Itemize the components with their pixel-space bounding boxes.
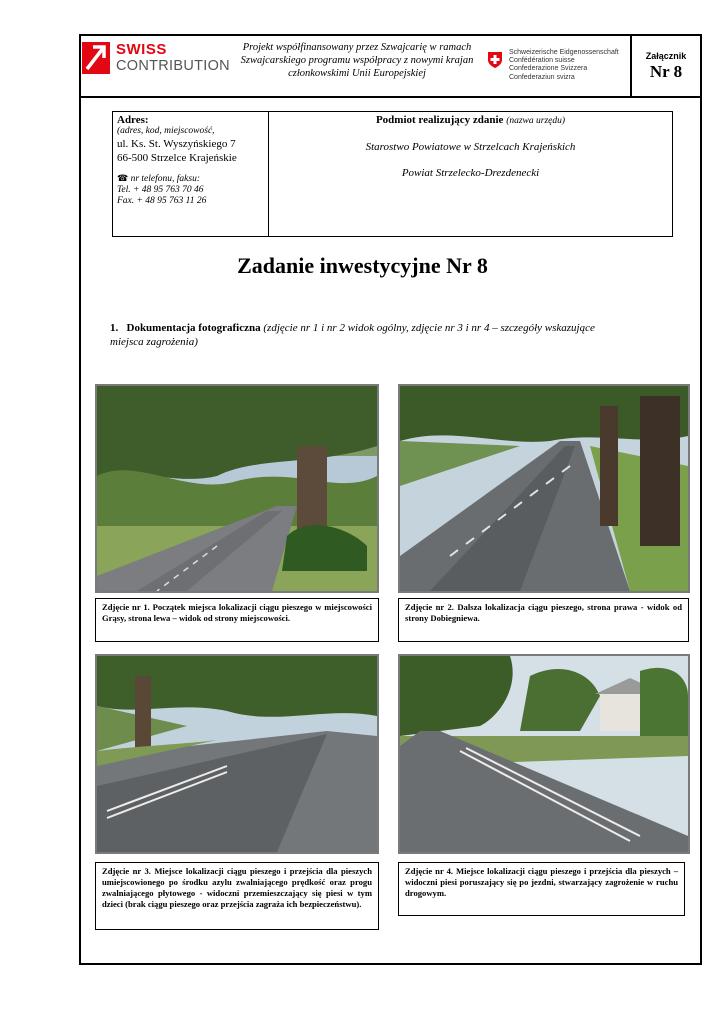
annex-number: Nr 8	[649, 62, 683, 81]
section-number: 1.	[110, 322, 119, 334]
confed-line: Confederazione Svizzera	[509, 65, 588, 73]
swiss-crest-icon	[487, 51, 503, 69]
entity-cell	[269, 112, 672, 236]
swiss-contribution-logo	[82, 41, 230, 78]
entity-label: Podmiot realizujący zdanie	[375, 114, 504, 126]
address-tel: Tel. + 48 95 763 70 46	[117, 185, 204, 195]
section-description: (zdjęcie nr 1 i nr 2 widok ogólny, zdjęcie nr 3 i nr 4 – szczegóły wskazujące miejsca zagrożenia)	[110, 322, 595, 348]
annex-label: Załącznik	[645, 51, 687, 61]
logo-text-swiss: SWISS	[116, 41, 167, 58]
photo-1-caption: Zdjęcie nr 1. Początek miejsca lokalizacji ciągu pieszego w miejscowości Grąsy, strona lewa – widok od strony miejscowości.	[95, 598, 379, 642]
address-street: ul. Ks. St. Wyszyńskiego 7	[117, 138, 236, 150]
section-photo-documentation	[110, 321, 610, 349]
section-heading: Dokumentacja fotograficzna	[126, 322, 261, 334]
photo-3	[95, 654, 379, 854]
photo-3-caption: Zdjęcie nr 3. Miejsce lokalizacji ciągu pieszego i przejścia dla pieszych umiejscowionego po środku azylu zwalniającego prędkość oraz progu zwalniającego płytowego - widoczni przemieszczający się piesi w tym dzieci (brak ciągu pieszego oraz przejścia zagraża ich bezpieczeństwu).	[95, 862, 379, 930]
address-label: Adres:	[117, 114, 149, 126]
photo-1	[95, 384, 379, 593]
confed-line: Confédération suisse	[509, 57, 575, 65]
logo-flag-icon	[82, 42, 110, 74]
photo-2	[398, 384, 690, 593]
entity-name-1: Starostwo Powiatowe w Strzelcach Krajeńskich	[365, 141, 576, 153]
photo-4	[398, 654, 690, 854]
address-fax: Fax. + 48 95 763 11 26	[117, 196, 207, 206]
project-funding-text: Projekt współfinansowany przez Szwajcarię w ramach Szwajcarskiego programu współpracy z nowymi krajan członkowskimi Unii Europejskiej	[240, 42, 474, 79]
document-header	[79, 34, 702, 98]
confed-line: Schweizerische Eidgenossenschaft	[509, 49, 619, 56]
phone-hint: nr telefonu, faksu:	[130, 174, 200, 184]
confederation-names	[509, 49, 619, 82]
section-heading-line	[110, 321, 610, 349]
telephone-icon: ☎	[117, 174, 129, 184]
confed-line: Confederaziun svizra	[509, 73, 575, 81]
entity-label-hint: (nazwa urzędu)	[506, 116, 566, 126]
document-title: Zadanie inwestycyjne Nr 8	[237, 253, 488, 278]
entity-label-row	[269, 114, 672, 127]
address-city: 66-500 Strzelce Krajeńskie	[117, 152, 237, 164]
address-table	[112, 111, 673, 237]
annex-box	[630, 34, 700, 96]
photo-4-caption: Zdjęcie nr 4. Miejsce lokalizacji ciągu pieszego i przejścia dla pieszych – widoczni piesi poruszający się po jezdni, stwarzający zagrożenie w ruchu drogowym.	[398, 862, 685, 916]
phone-hint-row	[117, 174, 264, 185]
address-cell	[113, 112, 269, 236]
address-hint: (adres, kod, miejscowość,	[117, 126, 215, 136]
entity-name-2: Powiat Strzelecko-Drezdenecki	[401, 167, 540, 179]
photo-2-caption: Zdjęcie nr 2. Dalsza lokalizacja ciągu pieszego, strona prawa - widok od strony Dobiegniewa.	[398, 598, 689, 642]
logo-text-contribution: CONTRIBUTION	[116, 58, 230, 74]
